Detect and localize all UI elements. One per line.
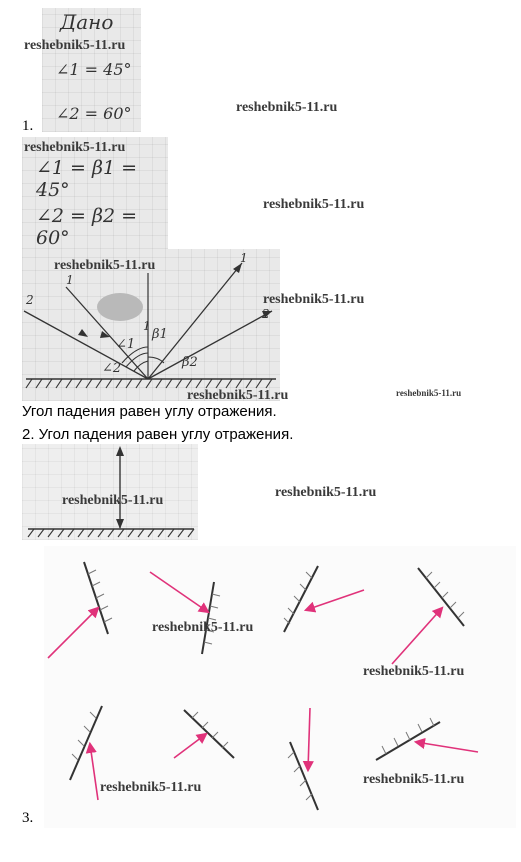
watermark: reshebnik5-11.ru [187, 388, 289, 403]
ray-2 [150, 572, 208, 612]
ray-4 [392, 608, 442, 664]
watermark: reshebnik5-11.ru [24, 140, 126, 155]
label-beta1: β1 [152, 327, 168, 342]
label-ray1-in: 1 [66, 273, 74, 287]
arrow-down-icon [116, 519, 124, 529]
mirror-hatching [28, 529, 194, 537]
item-3-number: 3. [22, 810, 34, 826]
watermark: reshebnik5-11.ru [363, 664, 465, 679]
watermark: reshebnik5-11.ru [24, 38, 126, 53]
watermark: reshebnik5-11.ru [396, 388, 462, 398]
watermark: reshebnik5-11.ru [62, 493, 164, 508]
ray-5 [90, 744, 98, 800]
mirror-hatching [72, 570, 464, 800]
label-ray1-out: 1 [240, 251, 248, 265]
mirror-hatching [26, 379, 272, 388]
label-beta2: β2 [182, 355, 198, 370]
perpendicular-ray-image [22, 444, 198, 540]
watermark: reshebnik5-11.ru [100, 780, 202, 795]
perpendicular-ray-diagram [22, 444, 198, 540]
given-alpha1: ∠1 = 45° [56, 60, 132, 79]
given-alpha2: ∠2 = 60° [56, 104, 132, 123]
given-note-image [42, 8, 141, 132]
arrow-up-icon [116, 446, 124, 456]
item-2-text: 2. Угол падения равен углу отражения. [22, 426, 294, 443]
watermark: reshebnik5-11.ru [54, 258, 156, 273]
label-alpha1: ∠1 [116, 337, 136, 352]
given-title: Дано [60, 10, 114, 34]
arrow-head-icon [78, 329, 88, 337]
ray-1 [48, 608, 98, 658]
watermark: reshebnik5-11.ru [363, 772, 465, 787]
equation-2: ∠2 = β2 = 60° [36, 205, 138, 249]
item-1-conclusion: Угол падения равен углу отражения. [22, 403, 277, 420]
ray-6 [174, 734, 206, 758]
equation-1: ∠1 = β1 = 45° [36, 157, 138, 201]
mirror-8 [376, 722, 440, 760]
ray-7 [308, 708, 310, 770]
ray-3 [306, 590, 364, 610]
item-1-number: 1. [22, 118, 34, 134]
label-ray2-in: 2 [26, 293, 34, 307]
label-normal: 1 [143, 319, 151, 333]
watermark: reshebnik5-11.ru [263, 292, 365, 307]
watermark: reshebnik5-11.ru [152, 620, 254, 635]
reflected-ray-2 [148, 311, 272, 379]
incident-rays [48, 572, 478, 800]
watermark: reshebnik5-11.ru [236, 100, 338, 115]
blot [97, 293, 143, 321]
mirror-3 [284, 566, 318, 632]
mirror-4 [418, 568, 464, 626]
mirror-5 [70, 706, 102, 780]
watermark: reshebnik5-11.ru [263, 197, 365, 212]
ray-8 [416, 742, 478, 752]
mirror-6 [184, 710, 234, 758]
watermark: reshebnik5-11.ru [275, 485, 377, 500]
label-alpha2: ∠2 [102, 361, 122, 376]
label-ray2-out: 2 [262, 307, 270, 321]
